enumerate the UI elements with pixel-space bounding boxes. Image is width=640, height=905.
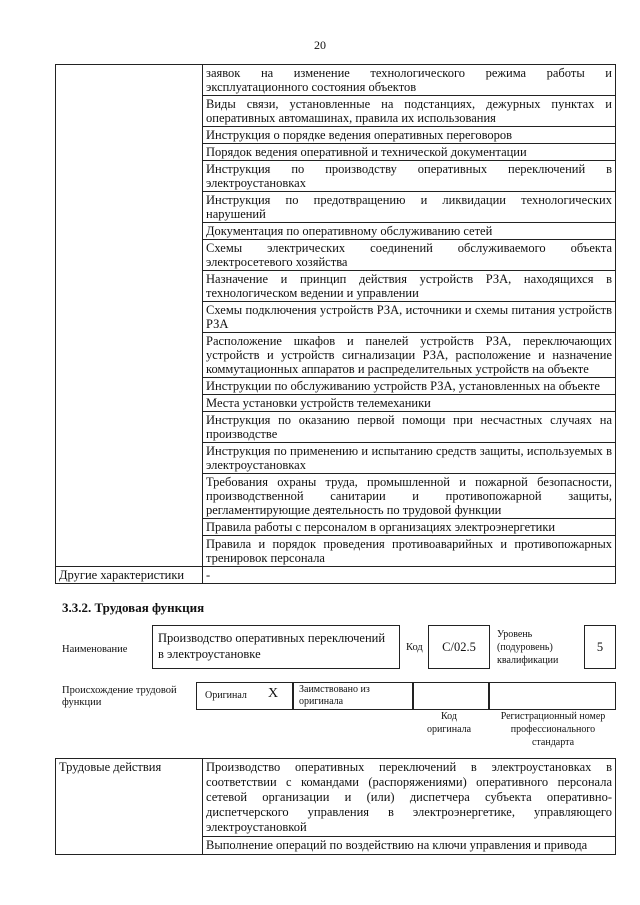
- table-cell: Требования охраны труда, промышленной и пожарной безопасности, производственной санитарии и противопожарной защиты, регламентирующие деятельность по трудовой функции: [203, 474, 616, 519]
- other-characteristics-row: [56, 567, 616, 584]
- table-cell: Инструкция по предотвращению и ликвидации технологических нарушений: [203, 192, 616, 223]
- page-number: 20: [314, 38, 326, 52]
- original-mark: X: [268, 686, 279, 701]
- reg-caption: Регистрационный номер профессионального стандарта: [500, 711, 606, 748]
- table-cell: Производство оперативных переключений в электроустановках в соответствии с командами (распоряжениями) оперативного персонала сетевой организации и (или) диспетчера субъекта оперативно-диспетчерского управления в электроэнергетике, управляющего электроустановкой: [203, 759, 616, 837]
- other-characteristics-value: -: [203, 567, 616, 584]
- labor-actions-table: [55, 758, 616, 855]
- table-cell: Инструкция по производству оперативных переключений в электроустановках: [203, 161, 616, 192]
- origin-original-cell: [196, 682, 294, 710]
- table-cell: Правила и порядок проведения противоаварийных и противопожарных тренировок персонала: [203, 536, 616, 567]
- origin-reg-cell: [488, 682, 616, 710]
- code-box: [428, 625, 490, 669]
- table-row: [56, 65, 616, 96]
- section-title: 3.3.2. Трудовая функция: [62, 600, 205, 615]
- origin-borrowed-cell: [292, 682, 414, 710]
- code-caption: Код оригинала: [426, 711, 472, 735]
- origin-code-cell: [412, 682, 490, 710]
- code-label: Код: [406, 642, 423, 653]
- function-name-value: Производство оперативных переключений в электроустановке: [158, 631, 386, 661]
- level-label: Уровень (подуровень) квалификации: [497, 629, 559, 666]
- table-cell: Виды связи, установленные на подстанциях, дежурных пунктах и оперативных автомашинах, правила их использования: [203, 96, 616, 127]
- row-label-empty: [56, 65, 203, 567]
- name-label: Наименование: [62, 644, 128, 655]
- table-cell: Назначение и принцип действия устройств РЗА, находящихся в технологическом ведении и управлении: [203, 271, 616, 302]
- labor-actions-label: Трудовые действия: [56, 759, 203, 855]
- table-cell: Места установки устройств телемеханики: [203, 395, 616, 412]
- table-cell: Выполнение операций по воздействию на ключи управления и привода: [203, 837, 616, 855]
- knowledge-table: [55, 64, 616, 584]
- table-cell: Инструкция по оказанию первой помощи при несчастных случаях на производстве: [203, 412, 616, 443]
- table-cell: Инструкция о порядке ведения оперативных переговоров: [203, 127, 616, 144]
- table-cell: Порядок ведения оперативной и технической документации: [203, 144, 616, 161]
- function-name-box: [152, 625, 400, 669]
- table-cell: Правила работы с персоналом в организациях электроэнергетики: [203, 519, 616, 536]
- borrowed-label: Заимствовано из оригинала: [299, 684, 370, 707]
- table-row: [56, 759, 616, 837]
- table-cell: Расположение шкафов и панелей устройств РЗА, переключающих устройств и устройств сигнализации РЗА, расположение и назначение коммутационных аппаратов и распределительных устройств на объекте: [203, 333, 616, 378]
- table-cell: Схемы электрических соединений обслуживаемого объекта электросетевого хозяйства: [203, 240, 616, 271]
- table-cell: Документация по оперативному обслуживанию сетей: [203, 223, 616, 240]
- table-cell: Инструкция по применению и испытанию средств защиты, используемых в электроустановках: [203, 443, 616, 474]
- other-characteristics-label: Другие характеристики: [56, 567, 203, 584]
- table-cell: Инструкции по обслуживанию устройств РЗА, установленных на объекте: [203, 378, 616, 395]
- table-cell: заявок на изменение технологического режима работы и эксплуатационного состояния объектов: [203, 65, 616, 96]
- origin-label: Происхождение трудовой функции: [62, 685, 177, 708]
- table-cell: Схемы подключения устройств РЗА, источники и схемы питания устройств РЗА: [203, 302, 616, 333]
- code-value: C/02.5: [442, 640, 476, 654]
- level-value: 5: [596, 640, 604, 654]
- level-box: [584, 625, 616, 669]
- original-label: Оригинал: [205, 690, 247, 701]
